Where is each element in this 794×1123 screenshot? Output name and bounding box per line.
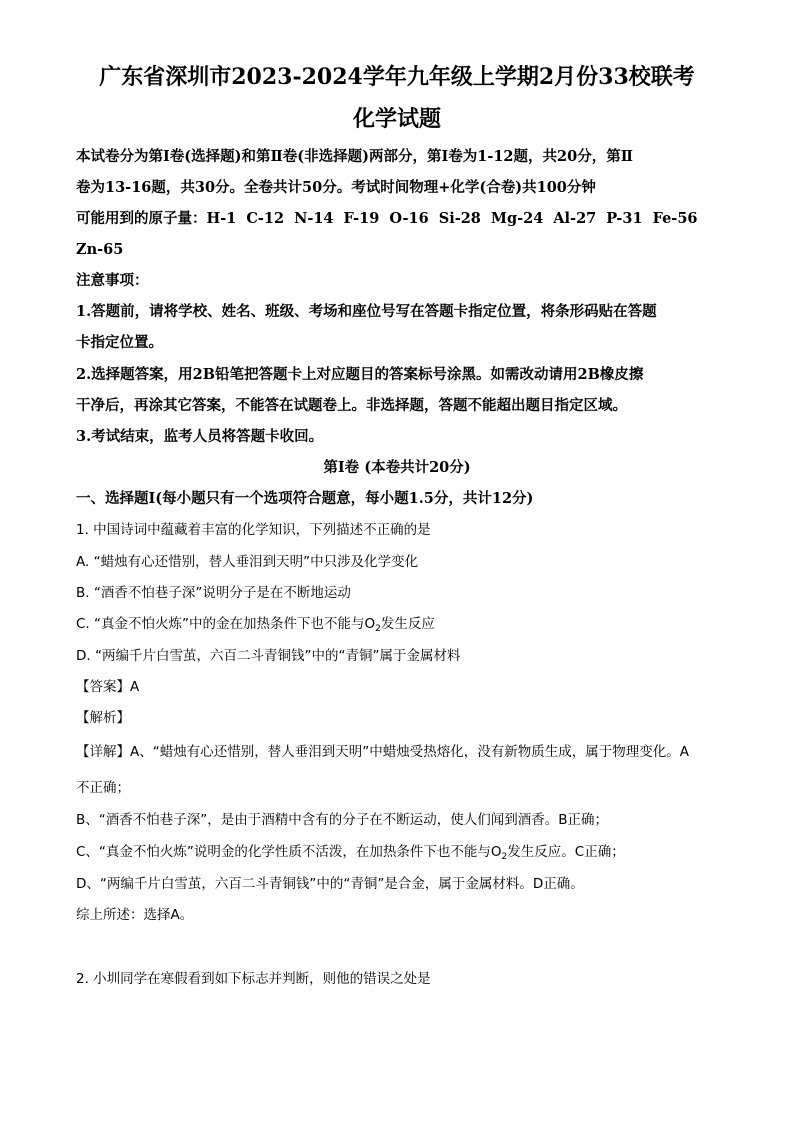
exam-title: 广东省深圳市2023-2024学年九年级上学期2月份33校联考 [99, 64, 695, 90]
q2-stem: 2. 小圳同学在寒假看到如下标志并判断，则他的错误之处是 [76, 971, 431, 987]
q1-analysis-label: 【解析】 [76, 710, 130, 726]
atom-h: H-1 [206, 210, 237, 227]
atomic-mass-line [76, 208, 698, 230]
intro-line-1: 本试卷分为第Ⅰ卷(选择题)和第Ⅱ卷(非选择题)两部分，第Ⅰ卷为1-12题，共20分，第Ⅱ [76, 148, 633, 165]
note-1-line-1: 1.答题前，请将学校、姓名、班级、考场和座位号写在答题卡指定位置，将条形码贴在答题 [76, 303, 657, 320]
atom-al: Al-27 [553, 210, 597, 227]
q1-detail-c-text-end: 发生反应。C正确； [507, 844, 625, 860]
q1-detail-line-2: 不正确； [76, 780, 130, 796]
note-2-line-2: 干净后，再涂其它答案，不能答在试题卷上。非选择题，答题不能超出题目指定区域。 [76, 397, 627, 414]
exam-subtitle: 化学试题 [352, 106, 441, 132]
q1-answer: 【答案】A [76, 679, 140, 695]
q1-option-c-subscript: 2 [375, 624, 381, 634]
atom-zn: Zn-65 [76, 241, 124, 258]
atom-n: N-14 [294, 210, 334, 227]
q1-option-c-text: C. “真金不怕火炼”中的金在加热条件下也不能与O [76, 616, 376, 632]
atom-p: P-31 [606, 210, 643, 227]
q1-detail-c-text: C、“真金不怕火炼”说明金的化学性质不活泼，在加热条件下也不能与O [76, 844, 502, 860]
part-title: 一、选择题Ⅰ(每小题只有一个选项符合题意，每小题1.5分，共计12分) [76, 490, 534, 507]
q1-detail-c [76, 841, 625, 868]
q1-stem: 1. 中国诗词中蕴藏着丰富的化学知识，下列描述不正确的是 [76, 522, 431, 538]
q1-detail-b: B、“酒香不怕巷子深”，是由于酒精中含有的分子在不断运动，使人们闻到酒香。B正确； [76, 812, 609, 828]
q1-option-a: A. “蜡烛有心还惜别，替人垂泪到天明”中只涉及化学变化 [76, 554, 419, 570]
q1-option-c [76, 613, 435, 640]
atom-c: C-12 [246, 210, 285, 227]
atom-o: O-16 [389, 210, 429, 227]
q1-summary: 综上所述：选择A。 [76, 907, 194, 923]
note-2-line-1: 2.选择题答案，用2B铅笔把答题卡上对应题目的答案标号涂黑。如需改动请用2B橡皮擦 [76, 366, 644, 383]
q1-option-b: B. “酒香不怕巷子深”说明分子是在不断地运动 [76, 585, 351, 601]
note-1-line-2: 卡指定位置。 [76, 334, 163, 351]
note-3: 3.考试结束，监考人员将答题卡收回。 [76, 428, 324, 445]
q1-option-c-text-end: 发生反应 [380, 616, 435, 632]
intro-line-2: 卷为13-16题，共30分。全卷共计50分。考试时间物理+化学(合卷)共100分钟 [76, 179, 596, 196]
q1-option-d: D. “两编千片白雪茧，六百二斗青铜钱”中的“青铜”属于金属材料 [76, 648, 461, 664]
atom-mg: Mg-24 [490, 210, 544, 227]
q1-detail-c-subscript: 2 [501, 852, 508, 862]
notes-heading: 注意事项： [76, 272, 149, 289]
atomic-mass-label: 可能用到的原子量： [76, 210, 207, 227]
q1-detail-d: D、“两编千片白雪茧，六百二斗青铜钱”中的“青铜”是合金，属于金属材料。D正确。 [76, 876, 584, 892]
section-title: 第Ⅰ卷 (本卷共计20分) [323, 459, 471, 476]
atom-si: Si-28 [438, 210, 481, 227]
q1-detail-line-1: 【详解】A、“蜡烛有心还惜别，替人垂泪到天明”中蜡烛受热熔化，没有新物质生成，属于物理变化。A [76, 744, 689, 760]
atom-fe: Fe-56 [652, 210, 698, 227]
atom-f: F-19 [343, 210, 380, 227]
